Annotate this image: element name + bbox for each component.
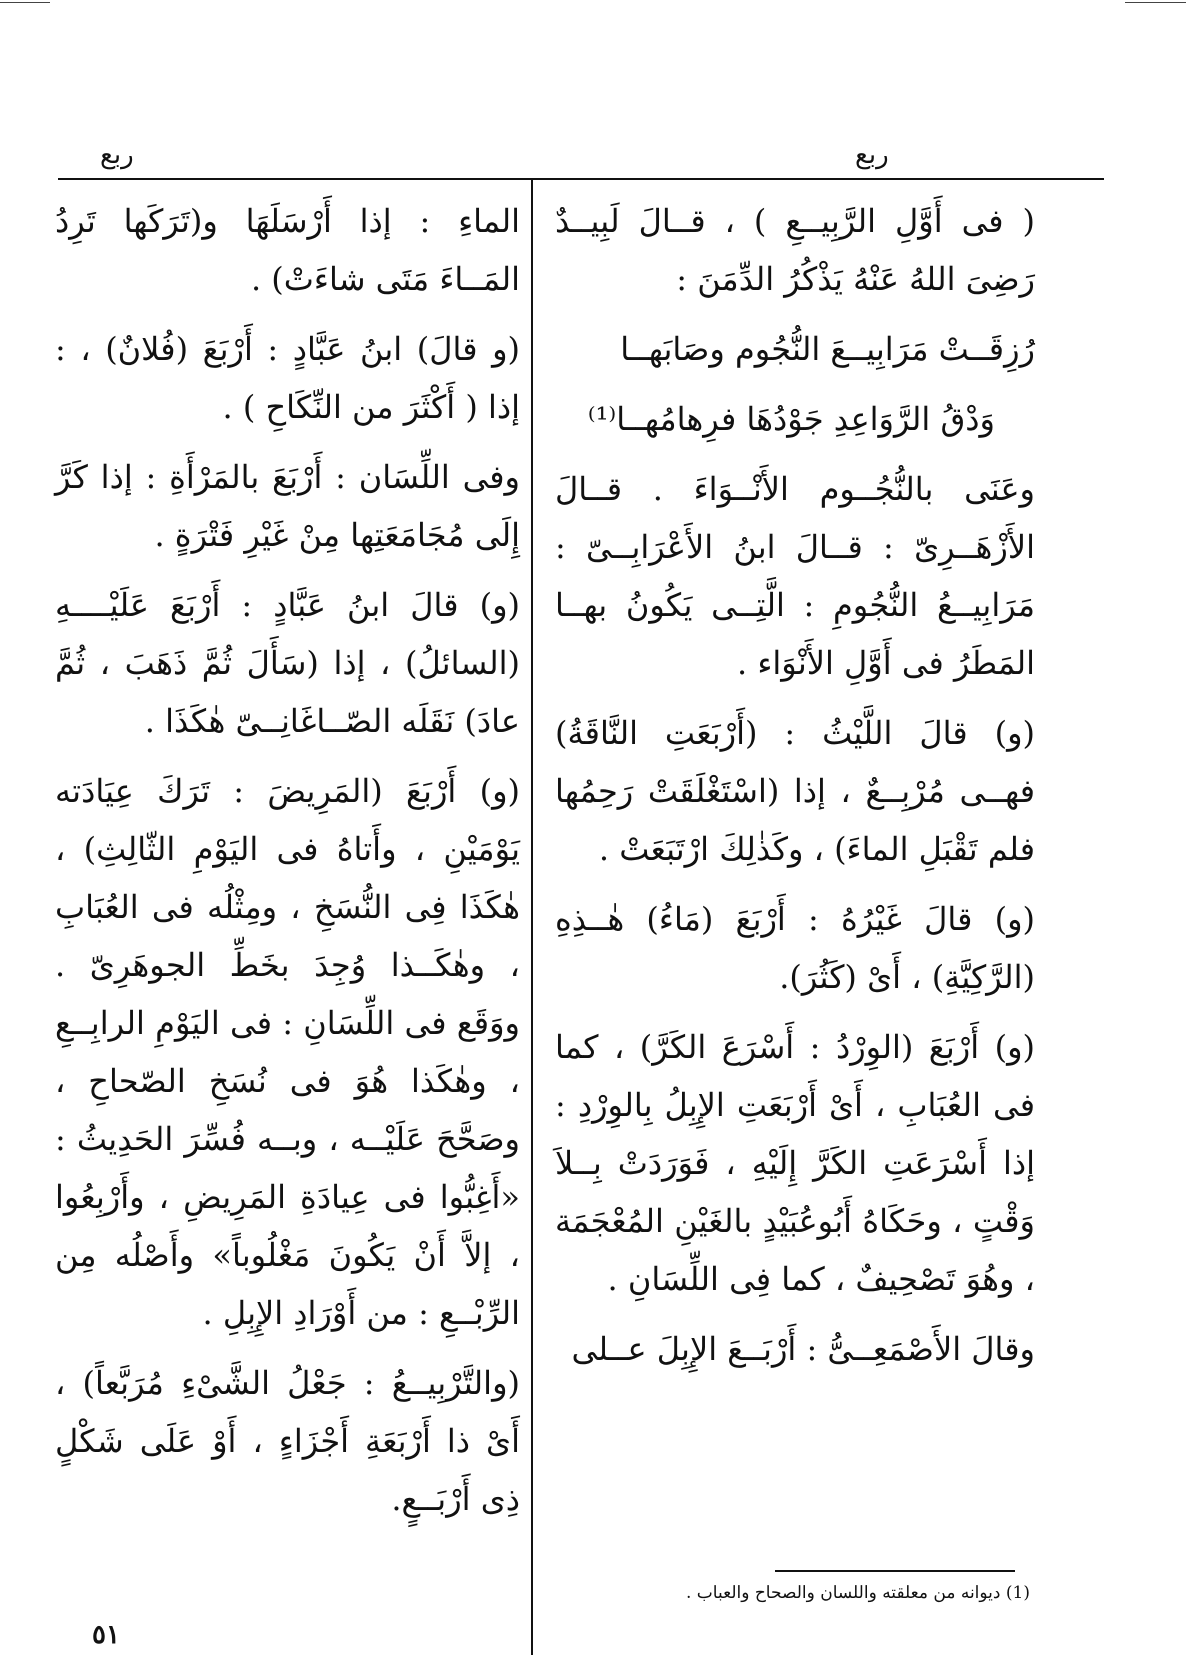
left-paragraph-1: الماءِ : إذا أَرْسَلَهَا و(تَرَكَها تَرِدُ المَــاءَ مَتَى شاءَتْ) .	[55, 202, 520, 298]
top-edge-rule	[0, 2, 50, 3]
column-divider	[531, 180, 533, 1655]
left-paragraph-3: وفى اللِّسَان : أَرْبَعَ بالمَرْأَةِ : إذا كَرَّ إِلَى مُجَامَعَتِها مِنْ غَيْرِ فَتْرَةٍ .	[55, 458, 520, 554]
left-column	[55, 192, 520, 1540]
poem-line-2: وَدْقُ الرَّوَاعِدِ جَوْدُهَا فرِهامُهــا⁽¹⁾	[587, 400, 995, 438]
right-header-word: ربع	[855, 140, 889, 170]
left-paragraph-2: (و قالَ) ابنُ عَبَّادٍ : أَرْبَعَ (فُلانٌ) ، : إذا ( أَكْثَرَ من النِّكَاحِ ) .	[55, 330, 520, 426]
page-number: ٥١	[92, 1620, 120, 1650]
right-paragraph-1: ( فى أَوَّلِ الرَّبِيــعِ ) ، قــالَ لَبِيــدٌ رَضِىَ اللهُ عَنْهُ يَذْكُرُ الدِّمَنَ :	[555, 202, 1035, 298]
poem-line-1: رُزِقَــتْ مَرَابِيــعَ النُّجُوم وصَابَهــا	[620, 330, 1035, 368]
right-paragraph-5: (و) أَرْبَعَ (الوِرْدُ : أَسْرَعَ الكَرَّ) ، كما فى العُبَابِ ، أَىْ أَرْبَعَتِ الإِبِلُ بِالوِرْدِ : إذا أَسْرَعَتِ الكَرَّ إِلَيْهِ ، فَوَرَدَتْ بِــلاَ وَقْتٍ ، وحَكَاهُ أَبُوعُبَيْدٍ بالغَيْنِ المُعْجَمَة ، وهُوَ تَصْحِيفٌ ، كما فِى اللِّسَانِ .	[555, 1028, 1035, 1298]
footnote: (1) ديوانه من معلقته واللسان والصحاح والعباب .	[686, 1583, 1030, 1603]
footnote-rule	[775, 1570, 1015, 1572]
header-rule	[58, 178, 1104, 180]
right-paragraph-4: (و) قالَ غَيْرُهُ : أَرْبَعَ (مَاءُ) هٰــذِهِ (الرَّكِيَّةِ) ، أَىْ (كَثُرَ).	[555, 900, 1035, 996]
right-paragraph-6: وقالَ الأَصْمَعِــىُّ : أَرْبَــعَ الإِبِلَ عــلى	[571, 1330, 1035, 1368]
left-paragraph-5: (و) أَرْبَعَ (المَرِيضَ : تَرَكَ عِيَادَته يَوْمَيْنِ ، وأَتاهُ فى اليَوْمِ الثّالِثِ) ، هٰكَذَا فِى النُّسَخِ ، ومِثْلُه فى العُبَابِ ، وهٰكَــذا وُجِدَ بخَطِّ الجوهَرِىّ . ووَقَع فى اللِّسَانِ : فى اليَوْمِ الرابِــعِ ، وهٰكَذا هُوَ فى نُسَخِ الصّحاحِ ، وصَحَّحَ عَلَيْــه ، وبــه فُسِّرَ الحَدِيثُ : «أَغِبُّوا فى عِيادَةِ المَرِيضِ ، وأَرْبِعُوا ، إلاَّ أَنْ يَكُونَ مَغْلُوباً» وأَصْلُه مِن الرِّبْــعِ : من أَوْرَادِ الإِبِلِ .	[55, 772, 520, 1332]
right-column	[555, 192, 1035, 1390]
right-paragraph-2: وعَنَى بالنُّجُــوم الأَنْــوَاءَ . قــالَ الأَزْهَــرِىّ : قــالَ ابنُ الأَعْرَابِــىّ : مَرَابِيــعُ النُّجُومِ : الَّتِــى يَكُونُ بهــا المَطَرُ فى أَوَّلِ الأَنْوَاء .	[555, 470, 1035, 682]
right-paragraph-3: (و) قالَ اللَّيْثُ : (أَرْبَعَتِ النَّاقَةُ) فهــى مُرْبِــعٌ ، إذا (اسْتَغْلَقَتْ رَحِمُها فلم تَقْبَلِ الماءَ) ، وكَذٰلِكَ ارْتَبَعَتْ .	[555, 714, 1035, 868]
top-edge-rule	[1125, 2, 1186, 3]
left-paragraph-4: (و) قالَ ابنُ عَبَّادٍ : أَرْبَعَ عَلَيْــــهِ (السائلُ) ، إذا (سَأَلَ ثُمَّ ذَهَبَ ، ثُمَّ عادَ) نَقَلَه الصّــاغَانِــىّ هٰكَذَا .	[55, 586, 521, 740]
left-header-word: ربع	[100, 140, 134, 170]
left-paragraph-6: (والتَّرْبِيــعُ : جَعْلُ الشَّىْءِ مُرَبَّعاً) ، أَىْ ذا أَرْبَعَةِ أَجْزَاءٍ ، أَوْ عَلَى شَكْلٍ ذِى أَرْبَــعٍ.	[55, 1364, 520, 1518]
